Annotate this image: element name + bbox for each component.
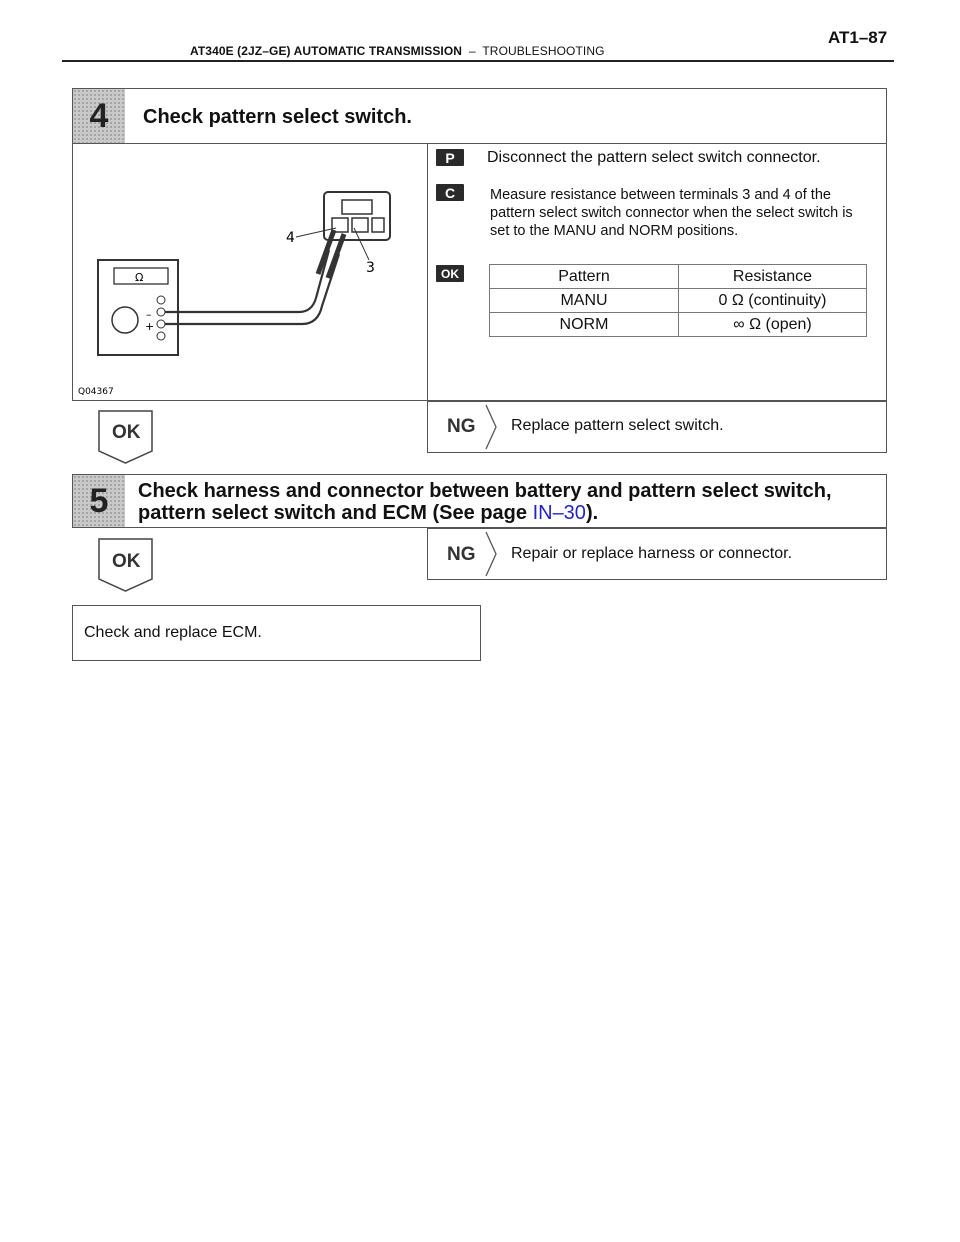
step4-ok-label: OK <box>112 422 141 443</box>
callout-line <box>354 228 369 260</box>
page-number: AT1–87 <box>828 28 888 47</box>
prep-text: Disconnect the pattern select switch connector. <box>487 149 821 166</box>
step5-title-line2 <box>138 502 832 524</box>
page-reference-link[interactable]: IN–30 <box>532 502 586 524</box>
header-model <box>190 44 605 58</box>
multimeter-jack <box>157 308 165 316</box>
table-cell: MANU <box>490 289 679 313</box>
step5-title-pre: pattern select switch and ECM (See page <box>138 502 533 524</box>
multimeter-dial <box>112 307 138 333</box>
ok-spec-badge: OK <box>436 265 464 282</box>
step5-title <box>138 480 832 524</box>
step4-title: Check pattern select switch. <box>143 106 412 128</box>
test-lead <box>165 254 339 324</box>
step4-title-divider <box>72 143 887 144</box>
table-header-row <box>490 265 867 289</box>
final-action-text: Check and replace ECM. <box>84 624 262 641</box>
multimeter-minus-label: – <box>146 308 152 321</box>
connector-terminal <box>332 218 348 232</box>
table-row <box>490 313 867 337</box>
multimeter-figure <box>74 150 424 400</box>
step5-ng-action: Repair or replace harness or connector. <box>511 545 793 562</box>
step4-number: 4 <box>73 89 125 143</box>
header-separator: – <box>468 44 476 58</box>
chevron-right-icon <box>486 405 496 449</box>
table-cell: ∞ Ω (open) <box>679 313 867 337</box>
table-header: Pattern <box>490 265 679 289</box>
multimeter-jack <box>157 320 165 328</box>
multimeter-jack <box>157 332 165 340</box>
check-text: Measure resistance between terminals 3 and 4 of the pattern select switch connector when the select switch is set to the MANU and NORM positions. <box>490 187 853 239</box>
multimeter-jack <box>157 296 165 304</box>
step4-ng-chevron <box>484 403 500 451</box>
step5-title-line1: Check harness and connector between battery and pattern select switch, <box>138 480 832 502</box>
chevron-right-icon <box>486 532 496 576</box>
header-section: TROUBLESHOOTING <box>482 44 605 58</box>
step5-title-post: ). <box>585 502 599 524</box>
multimeter-ohm-symbol: Ω <box>135 271 144 284</box>
table-cell: 0 Ω (continuity) <box>679 289 867 313</box>
test-lead <box>165 250 329 312</box>
connector-latch <box>342 200 372 214</box>
terminal-label-4: 4 <box>286 230 295 246</box>
step5-ng-label: NG <box>447 544 476 565</box>
table-header: Resistance <box>679 265 867 289</box>
header-model-text: AT340E (2JZ–GE) AUTOMATIC TRANSMISSION <box>190 44 463 58</box>
step4-ng-action: Replace pattern select switch. <box>511 417 724 434</box>
check-badge: C <box>436 184 464 201</box>
step5-ok-label: OK <box>112 551 141 572</box>
step5-number: 5 <box>73 475 125 527</box>
step5-ng-chevron <box>484 530 500 578</box>
step4-column-divider <box>427 143 428 401</box>
resistance-table <box>489 264 867 337</box>
connector-terminal <box>372 218 384 232</box>
figure-code: Q04367 <box>78 387 114 397</box>
table-row <box>490 289 867 313</box>
terminal-label-3: 3 <box>366 260 375 276</box>
table-cell: NORM <box>490 313 679 337</box>
header-rule <box>62 60 894 62</box>
step4-ng-label: NG <box>447 416 476 437</box>
multimeter-plus-label: + <box>145 320 155 333</box>
prep-badge: P <box>436 149 464 166</box>
